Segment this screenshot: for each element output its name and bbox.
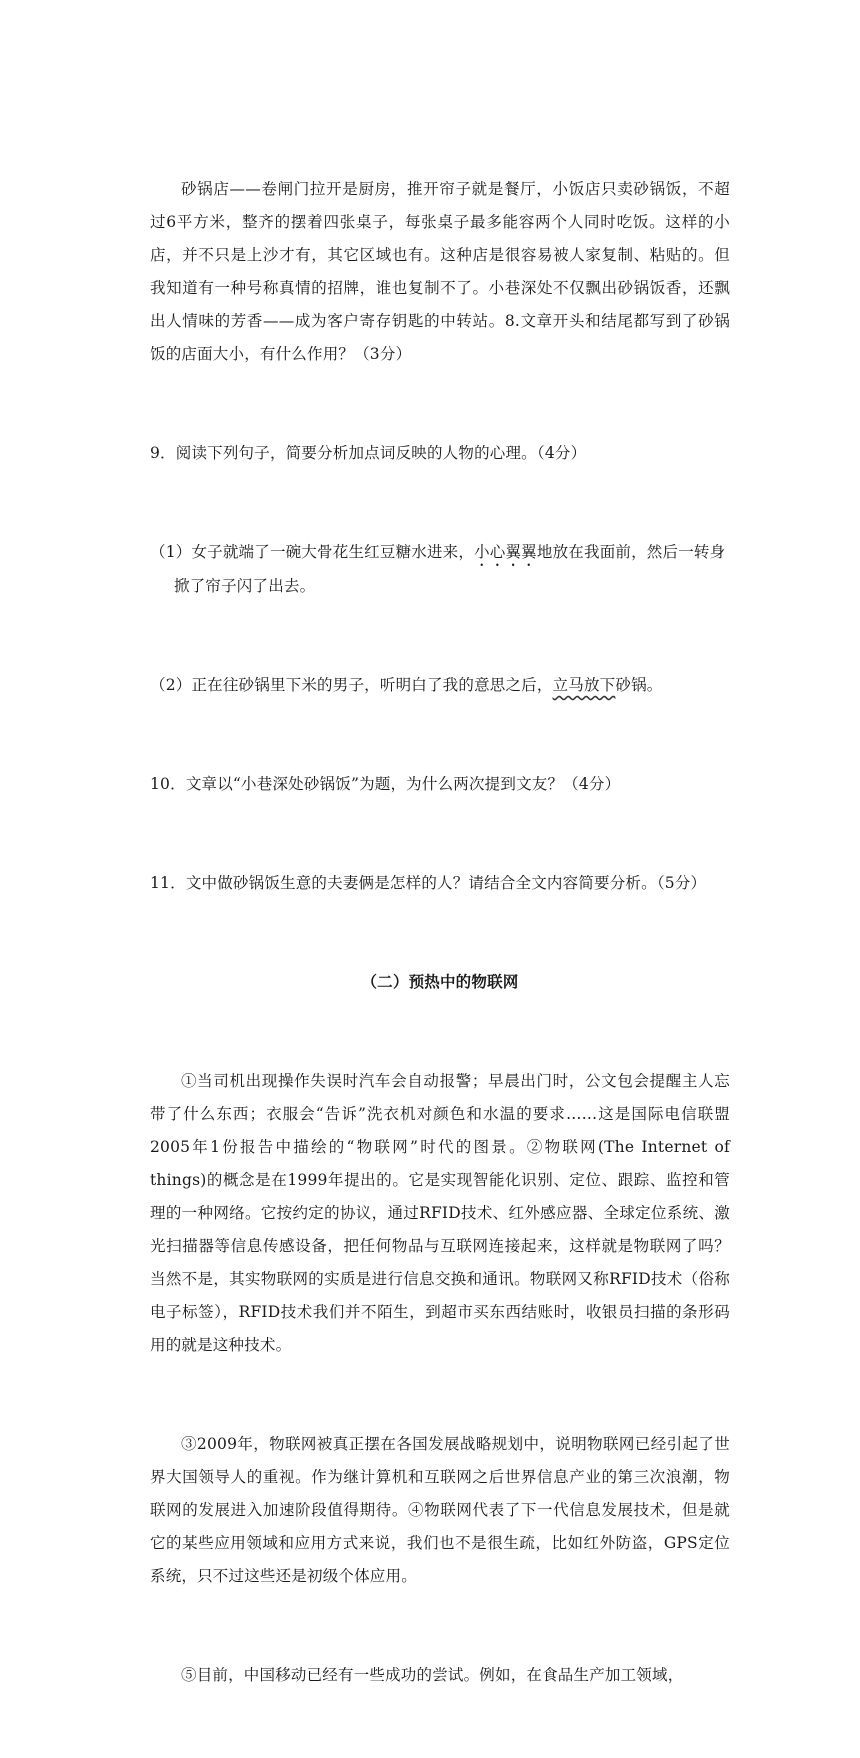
question-10: 10．文章以“小巷深处砂锅饭”为题，为什么两次提到文友？（4分） [150,775,621,793]
question-9-1-text-before: （1）女子就端了一碗大骨花生红豆糖水进来， [150,543,475,561]
section-title: （二）预热中的物联网 [361,973,519,991]
paragraph-iot-2: ③2009年，物联网被真正摆在各国发展战略规划中，说明物联网已经引起了世界大国领导人的重视。作为继计算机和互联网之后世界信息产业的第三次浪潮，物联网的发展进入加速阶段值得期待。④物联网代表了下一代信息发展技术，但是就它的某些应用领域和应用方式来说，我们也不是很生疏，比如红外防盗，GPS定位系统，只不过这些还是初级个体应用。 [150,1435,730,1585]
question-9-item-2 [150,669,730,702]
dotted-word: 小心翼翼 [474,543,537,561]
question-9-2-text-before: （2）正在往砂锅里下米的男子，听明白了我的意思之后， [150,676,553,694]
document-body [150,107,736,1758]
question-9-item-1 [150,536,730,603]
question-9-1-text-after: 地放在我面前，然后一转身掀了帘子闪了出去。 [174,543,726,595]
paragraph-iot-1: ①当司机出现操作失误时汽车会自动报警；早晨出门时，公文包会提醒主人忘带了什么东西；衣服会“告诉”洗衣机对颜色和水温的要求……这是国际电信联盟2005年1份报告中描绘的“物联网”时代的图景。②物联网(The Internet of things)的概念是在1999年提出的。它是实现智能化识别、定位、跟踪、监控和管理的一种网络。它按约定的协议，通过RFID技术、红外感应器、全球定位系统、激光扫描器等信息传感设备，把任何物品与互联网连接起来，这样就是物联网了吗？当然不是，其实物联网的实质是进行信息交换和通讯。物联网又称RFID技术（俗称电子标签），RFID技术我们并不陌生，到超市买东西结账时，收银员扫描的条形码用的就是这种技术。 [150,1072,736,1354]
marked-word: 立马放下 [552,676,616,694]
paragraph-iot-3: ⑤目前，中国移动已经有一些成功的尝试。例如，在食品生产加工领域， [181,1666,684,1684]
paragraph-sand-pot-shop: 砂锅店——卷闸门拉开是厨房，推开帘子就是餐厅，小饭店只卖砂锅饭，不超过6平方米，整齐的摆着四张桌子，每张桌子最多能容两个人同时吃饭。这样的小店，并不只是上沙才有，其它区域也有。这种店是很容易被人家复制、粘贴的。但我知道有一种号称真情的招牌，谁也复制不了。小巷深处不仅飘出砂锅饭香，还飘出人情味的芳香——成为客户寄存钥匙的中转站。8.文章开头和结尾都写到了砂锅饭的店面大小，有什么作用？（3分） [150,180,730,363]
question-9: 9．阅读下列句子，简要分析加点词反映的人物的心理。（4分） [150,444,587,462]
question-11: 11．文中做砂锅饭生意的夫妻俩是怎样的人？请结合全文内容简要分析。（5分） [150,874,707,892]
question-9-2-text-after: 砂锅。 [615,676,663,694]
